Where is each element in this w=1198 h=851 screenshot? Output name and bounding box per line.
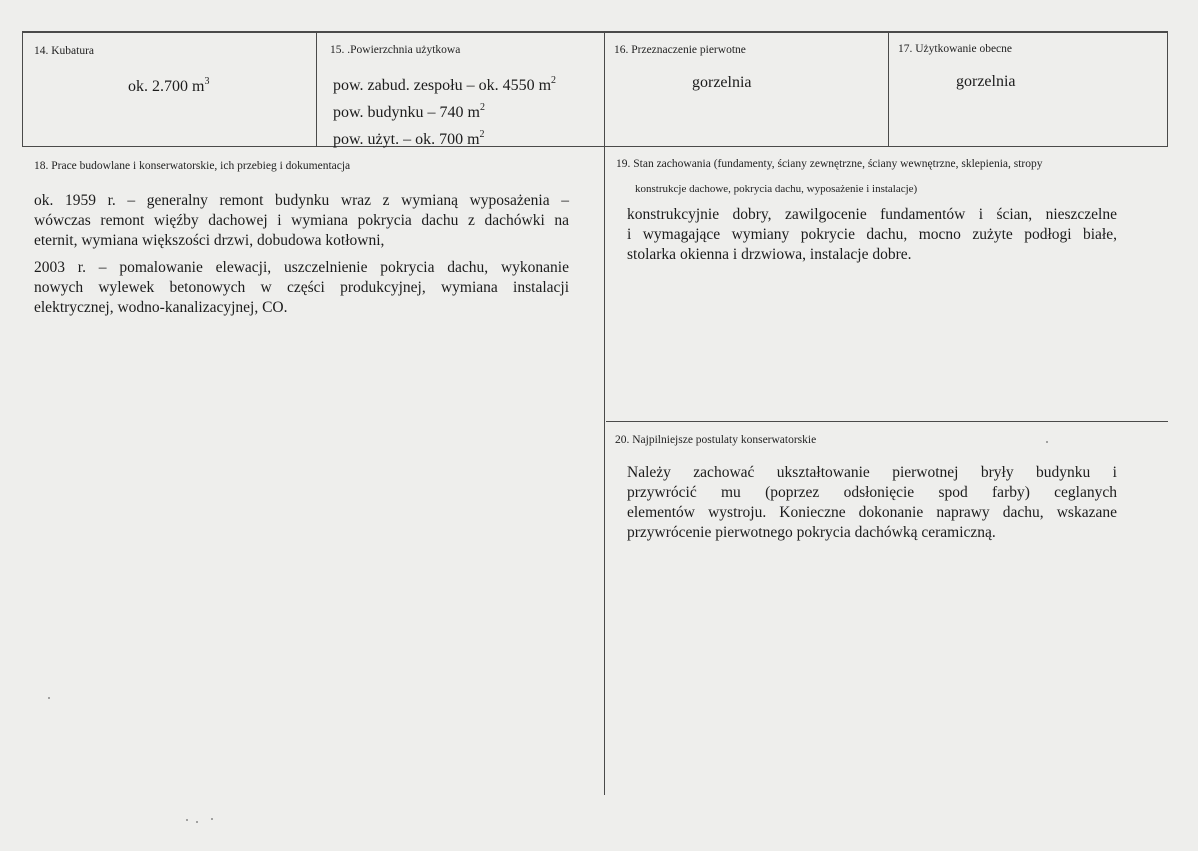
text-line: i wymagające wymiany pokrycie dachu, mocno zużyte podłogi białe, xyxy=(627,226,1117,243)
field-16-label: 16. Przeznaczenie pierwotne xyxy=(614,44,746,56)
cubature-unit-exponent: 3 xyxy=(204,76,210,87)
text-line: eternit, wymiana większości drzwi, dobudowa kotłowni, xyxy=(34,232,385,249)
field-15-line-2 xyxy=(333,103,485,123)
field-17-label: 17. Użytkowanie obecne xyxy=(898,43,1013,55)
field-20-label: 20. Najpilniejsze postulaty konserwatorskie xyxy=(615,434,817,446)
text-line: konstrukcyjnie dobry, zawilgocenie fundamentów i ścian, nieszczelne xyxy=(627,206,1117,223)
scan-speck xyxy=(196,821,198,823)
text-line: 2003 r. – pomalowanie elewacji, uszczelnienie pokrycia dachu, wykonanie xyxy=(34,259,569,276)
field-14-label: 14. Kubatura xyxy=(34,45,95,57)
scan-speck xyxy=(211,818,213,820)
area-building: pow. budynku – 740 m xyxy=(333,104,480,121)
field-18-paragraph-1 xyxy=(34,191,569,251)
text-line: elektrycznej, wodno-kanalizacyjnej, CO. xyxy=(34,299,288,316)
field-17-value: gorzelnia xyxy=(956,73,1016,90)
text-line: przywrócić mu (poprzez odsłonięcie spod farby) ceglanych xyxy=(627,484,1117,501)
divider-15-16 xyxy=(604,31,605,795)
field-19-label: 19. Stan zachowania (fundamenty, ściany zewnętrzne, ściany wewnętrzne, sklepienia, stropy xyxy=(616,158,1043,170)
divider-14-15 xyxy=(316,31,317,147)
text-line: ok. 1959 r. – generalny remont budynku wraz z wymianą wyposażenia – xyxy=(34,192,569,209)
text-line: elementów wystroju. Konieczne dokonanie naprawy dachu, wskazane xyxy=(627,504,1117,521)
field-20-paragraph xyxy=(627,463,1117,543)
left-border xyxy=(22,31,23,147)
right-border xyxy=(1167,31,1168,147)
text-line: nowych wylewek betonowych w części produkcyjnej, wymiana instalacji xyxy=(34,279,569,296)
field-18-label: 18. Prace budowlane i konserwatorskie, ich przebieg i dokumentacja xyxy=(34,160,351,172)
scan-speck xyxy=(1046,441,1048,443)
area-unit-exponent-2: 2 xyxy=(479,102,485,113)
scan-speck xyxy=(48,697,50,699)
area-unit-exponent-1: 2 xyxy=(551,75,557,86)
area-unit-exponent-3: 2 xyxy=(479,129,485,140)
text-line: stolarka okienna i drzwiowa, instalacje dobre. xyxy=(627,246,912,263)
field-19-label-continued: konstrukcje dachowe, pokrycia dachu, wyposażenie i instalacje) xyxy=(635,183,918,195)
text-line: Należy zachować ukształtowanie pierwotnej bryły budynku i xyxy=(627,464,1117,481)
top-border xyxy=(22,31,1168,33)
field-14-value xyxy=(128,77,209,97)
field-18-paragraph-2 xyxy=(34,258,569,318)
divider-16-17 xyxy=(888,31,889,147)
field-15-label: 15. .Powierzchnia użytkowa xyxy=(330,44,461,56)
box19-bottom-border xyxy=(606,421,1168,422)
scan-speck xyxy=(186,819,188,821)
field-16-value: gorzelnia xyxy=(692,74,752,91)
field-19-paragraph xyxy=(627,205,1117,265)
text-line: wówczas remont więźby dachowej i wymiana pokrycia dachu z dachówki na xyxy=(34,212,569,229)
field-15-line-3 xyxy=(333,130,485,150)
field-15-line-1 xyxy=(333,76,556,96)
row1-bottom-border xyxy=(22,146,1168,147)
text-line: przywrócenie pierwotnego pokrycia dachówką ceramiczną. xyxy=(627,524,996,541)
area-built-complex: pow. zabud. zespołu – ok. 4550 m xyxy=(333,77,552,94)
cubature-text: ok. 2.700 m xyxy=(128,78,205,95)
area-usable: pow. użyt. – ok. 700 m xyxy=(333,131,480,148)
